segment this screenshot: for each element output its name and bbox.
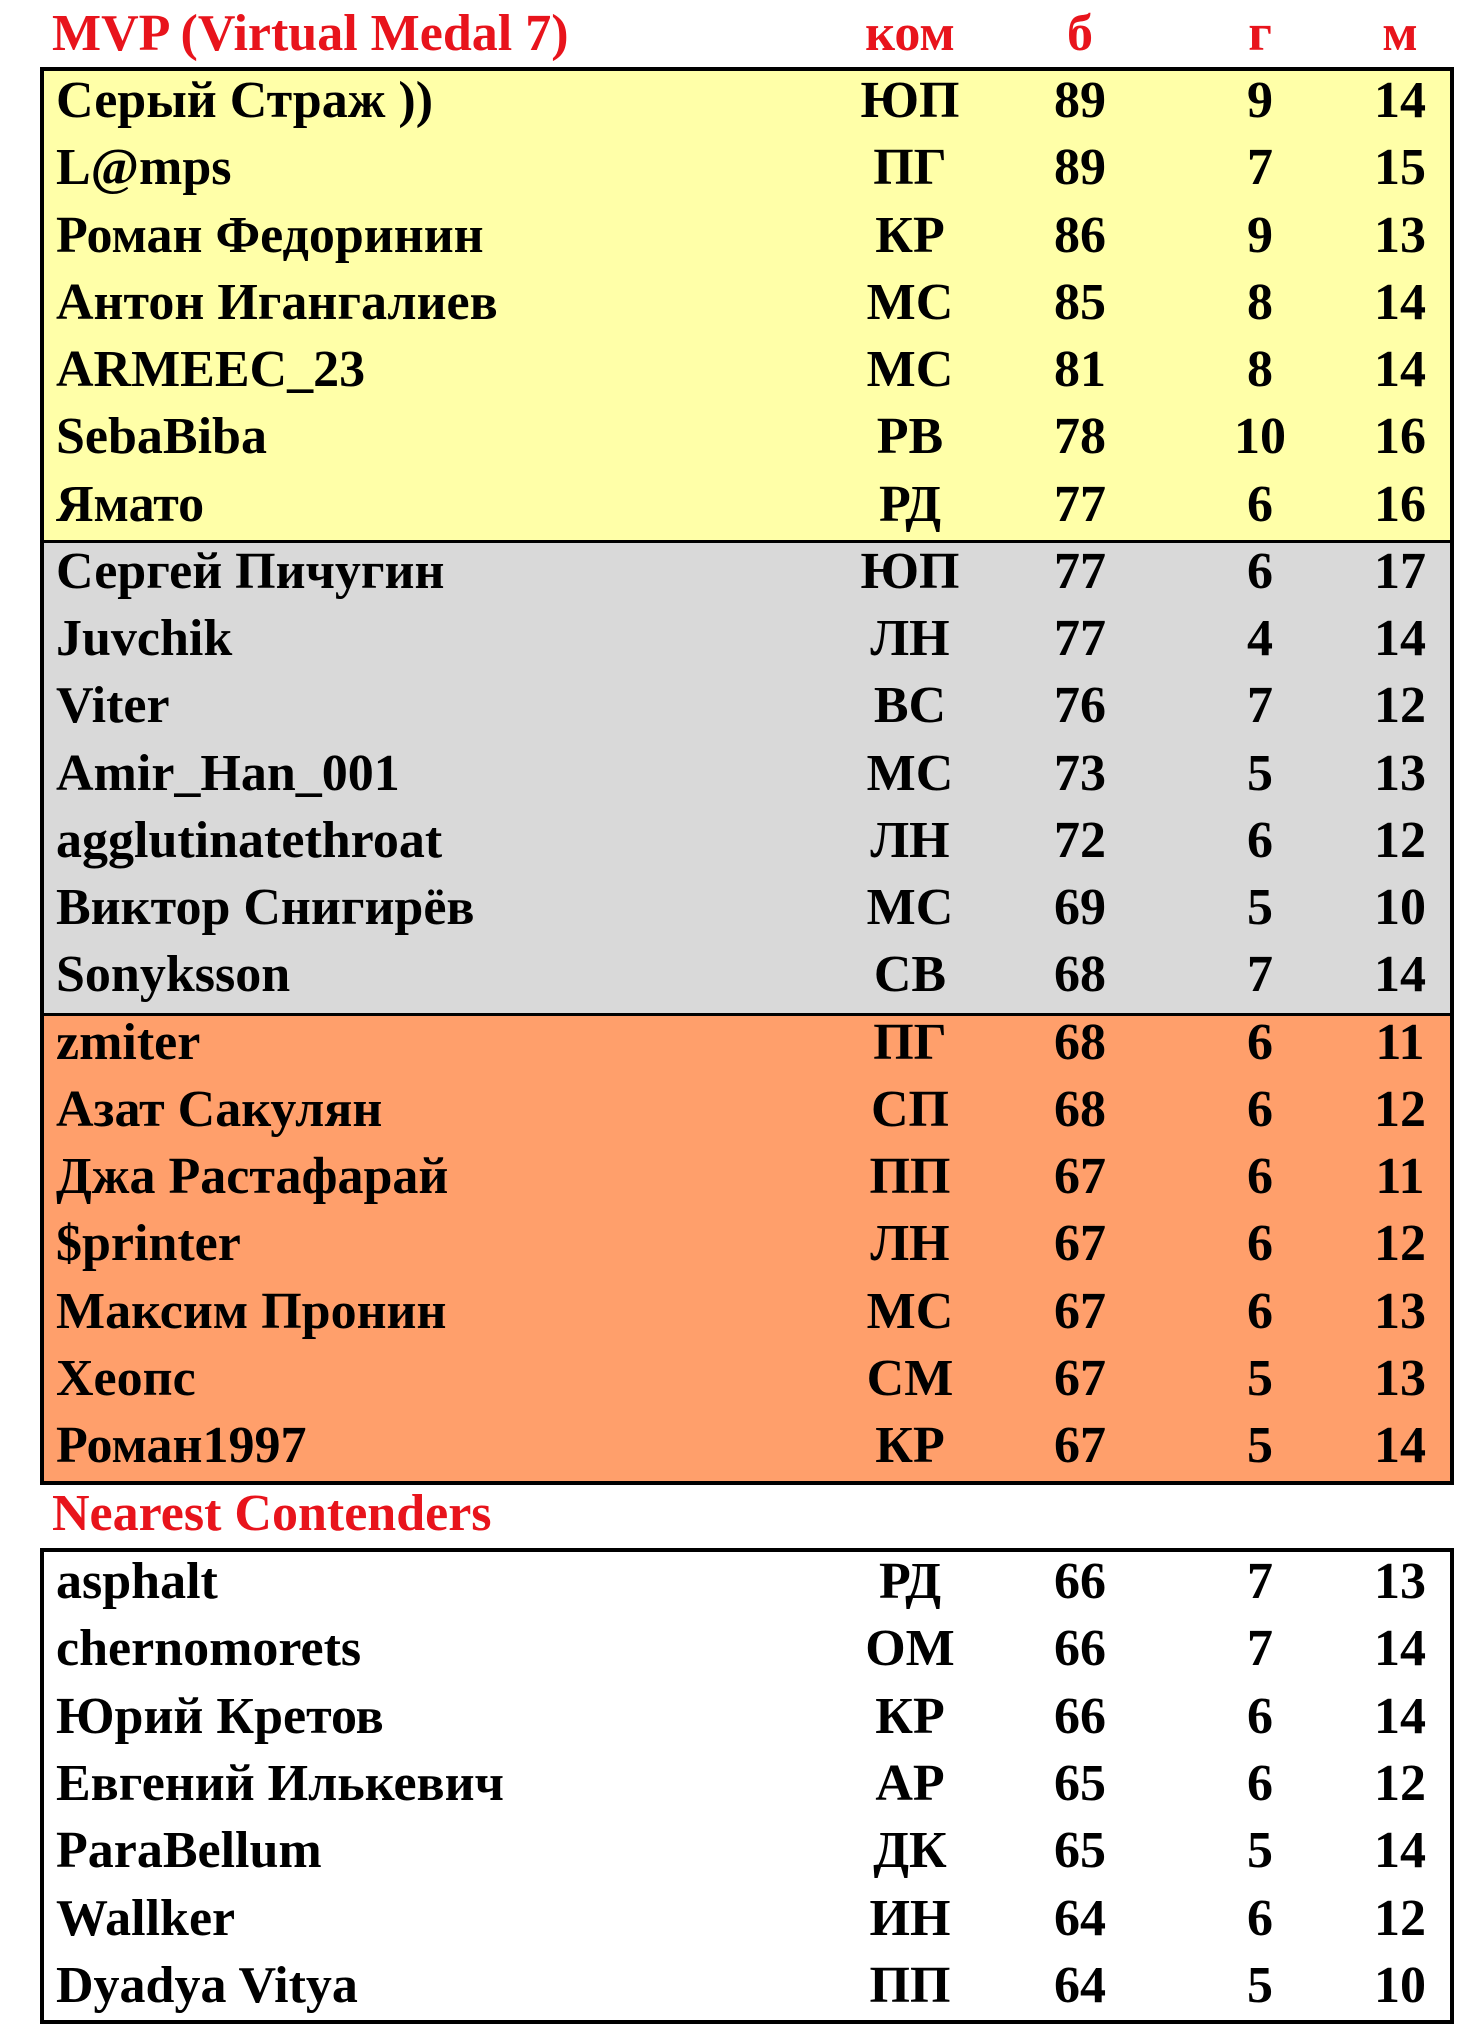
team-code: МС <box>866 341 954 398</box>
points-value: 68 <box>1054 1080 1106 1138</box>
table-row <box>0 67 1460 134</box>
matches-value: 14 <box>1374 610 1426 667</box>
goals-value: 9 <box>1247 72 1273 129</box>
goals-value: 8 <box>1247 341 1273 398</box>
goals-value: 6 <box>1247 1282 1273 1340</box>
matches-value: 14 <box>1374 1822 1426 1880</box>
matches-value: 13 <box>1374 206 1426 264</box>
team-code: СВ <box>873 946 947 1004</box>
player-name: Сергей Пичугин <box>56 542 445 600</box>
player-name: ARMEEC_23 <box>56 341 366 398</box>
points-value: 78 <box>1054 408 1106 466</box>
team-code: РД <box>879 1553 941 1610</box>
table-row <box>0 1345 1460 1412</box>
points-value: 67 <box>1054 1282 1106 1340</box>
goals-value: 7 <box>1247 139 1273 197</box>
matches-value: 14 <box>1374 72 1426 129</box>
team-code: ПП <box>869 1148 951 1205</box>
team-code: МС <box>866 1282 954 1340</box>
goals-value: 5 <box>1247 879 1273 936</box>
player-name: Ямато <box>56 475 205 533</box>
player-name: Juvchik <box>56 610 233 667</box>
player-name: Азат Сакулян <box>56 1080 383 1138</box>
table-row <box>0 740 1460 807</box>
matches-value: 13 <box>1374 1553 1426 1610</box>
table-row <box>0 1412 1460 1479</box>
points-value: 65 <box>1054 1754 1106 1812</box>
matches-value: 14 <box>1374 273 1426 331</box>
player-name: Viter <box>56 677 170 735</box>
matches-value: 11 <box>1375 1013 1425 1071</box>
table-row <box>0 538 1460 605</box>
goals-value: 6 <box>1247 542 1273 600</box>
contenders-title: Nearest Contenders <box>52 1485 492 1542</box>
table-row <box>0 1548 1460 1615</box>
team-code: ЛН <box>870 1215 950 1273</box>
points-value: 66 <box>1054 1553 1106 1610</box>
team-code: ИН <box>869 1889 951 1947</box>
player-name: Юрий Кретов <box>56 1687 384 1745</box>
points-value: 67 <box>1054 1215 1106 1273</box>
points-value: 77 <box>1054 610 1106 667</box>
points-value: 86 <box>1054 206 1106 264</box>
table-row <box>0 1278 1460 1345</box>
table-row <box>0 941 1460 1008</box>
matches-value: 10 <box>1374 879 1426 936</box>
player-name: Виктор Снигирёв <box>56 879 475 936</box>
table-row <box>0 1076 1460 1143</box>
matches-value: 10 <box>1374 1956 1426 2014</box>
page-title: MVP (Virtual Medal 7) <box>52 5 569 62</box>
header-row <box>0 0 1460 67</box>
table-row <box>0 336 1460 403</box>
goals-value: 6 <box>1247 1889 1273 1947</box>
goals-value: 6 <box>1247 1013 1273 1071</box>
goals-value: 6 <box>1247 1080 1273 1138</box>
team-code: РВ <box>876 408 944 466</box>
contenders-header-row <box>0 1480 1460 1547</box>
matches-value: 14 <box>1374 1687 1426 1745</box>
matches-value: 12 <box>1374 1215 1426 1273</box>
player-name: chernomorets <box>56 1620 362 1678</box>
table-row <box>0 1210 1460 1277</box>
team-code: ЮП <box>860 72 960 129</box>
matches-value: 15 <box>1374 139 1426 197</box>
matches-value: 13 <box>1374 1349 1426 1407</box>
team-code: ОМ <box>865 1620 955 1678</box>
goals-value: 10 <box>1234 408 1286 466</box>
points-value: 66 <box>1054 1687 1106 1745</box>
team-code: МС <box>866 744 954 802</box>
player-name: Антон Игангалиев <box>56 273 498 331</box>
table-row <box>0 1143 1460 1210</box>
points-value: 73 <box>1054 744 1106 802</box>
player-name: SebaBiba <box>56 408 267 466</box>
matches-value: 13 <box>1374 744 1426 802</box>
matches-value: 12 <box>1374 811 1426 869</box>
matches-value: 14 <box>1374 1620 1426 1678</box>
team-code: ВС <box>873 677 947 735</box>
player-name: $printer <box>56 1215 241 1273</box>
matches-value: 11 <box>1375 1148 1425 1205</box>
team-code: КР <box>875 206 945 264</box>
player-name: Хеопс <box>56 1349 196 1407</box>
points-value: 69 <box>1054 879 1106 936</box>
points-value: 77 <box>1054 542 1106 600</box>
points-value: 64 <box>1054 1889 1106 1947</box>
team-code: МС <box>866 273 954 331</box>
table-row <box>0 807 1460 874</box>
player-name: zmiter <box>56 1013 201 1071</box>
col-header-m: м <box>1382 5 1418 62</box>
player-name: Роман1997 <box>56 1417 307 1474</box>
team-code: РД <box>879 475 941 533</box>
table-row <box>0 605 1460 672</box>
table-row <box>0 202 1460 269</box>
team-code: КР <box>875 1687 945 1745</box>
player-name: asphalt <box>56 1553 218 1610</box>
team-code: ПП <box>869 1956 951 2014</box>
points-value: 67 <box>1054 1349 1106 1407</box>
player-name: L@mps <box>56 139 232 197</box>
player-name: Роман Федоринин <box>56 206 484 264</box>
matches-value: 12 <box>1374 677 1426 735</box>
team-code: СМ <box>866 1349 954 1407</box>
team-code: КР <box>875 1417 945 1474</box>
goals-value: 7 <box>1247 1620 1273 1678</box>
table-row <box>0 1952 1460 2019</box>
player-name: Серый Страж )) <box>56 72 434 129</box>
table-row <box>0 403 1460 470</box>
player-name: agglutinatethroat <box>56 811 443 869</box>
team-code: ЛН <box>870 811 950 869</box>
goals-value: 5 <box>1247 1822 1273 1880</box>
table-row <box>0 134 1460 201</box>
player-name: Евгений Илькевич <box>56 1754 504 1812</box>
col-header-team: ком <box>865 5 955 62</box>
player-name: Wallker <box>56 1889 236 1947</box>
player-name: Sonyksson <box>56 946 291 1004</box>
points-value: 77 <box>1054 475 1106 533</box>
goals-value: 5 <box>1247 1417 1273 1474</box>
team-code: СП <box>871 1080 949 1138</box>
goals-value: 9 <box>1247 206 1273 264</box>
goals-value: 6 <box>1247 1148 1273 1205</box>
col-header-g: г <box>1248 5 1272 62</box>
matches-value: 13 <box>1374 1282 1426 1340</box>
matches-value: 12 <box>1374 1889 1426 1947</box>
goals-value: 6 <box>1247 1215 1273 1273</box>
player-name: Dyadya Vitya <box>56 1956 358 2014</box>
goals-value: 6 <box>1247 1754 1273 1812</box>
goals-value: 7 <box>1247 677 1273 735</box>
table-row <box>0 471 1460 538</box>
col-header-b: б <box>1067 5 1093 62</box>
matches-value: 17 <box>1374 542 1426 600</box>
table-row <box>0 1683 1460 1750</box>
points-value: 68 <box>1054 946 1106 1004</box>
goals-value: 8 <box>1247 273 1273 331</box>
matches-value: 14 <box>1374 946 1426 1004</box>
points-value: 67 <box>1054 1417 1106 1474</box>
points-value: 81 <box>1054 341 1106 398</box>
matches-value: 16 <box>1374 408 1426 466</box>
points-value: 66 <box>1054 1620 1106 1678</box>
team-code: ПГ <box>873 139 947 197</box>
team-code: ЮП <box>860 542 960 600</box>
goals-value: 6 <box>1247 1687 1273 1745</box>
points-value: 65 <box>1054 1822 1106 1880</box>
points-value: 64 <box>1054 1956 1106 2014</box>
points-value: 68 <box>1054 1013 1106 1071</box>
points-value: 89 <box>1054 139 1106 197</box>
player-name: Максим Пронин <box>56 1282 447 1340</box>
table-row <box>0 672 1460 739</box>
matches-value: 12 <box>1374 1754 1426 1812</box>
points-value: 85 <box>1054 273 1106 331</box>
points-value: 72 <box>1054 811 1106 869</box>
matches-value: 14 <box>1374 341 1426 398</box>
player-name: Amir_Han_001 <box>56 744 400 802</box>
table-row <box>0 1615 1460 1682</box>
team-code: АР <box>875 1754 945 1812</box>
table-row <box>0 1009 1460 1076</box>
team-code: МС <box>866 879 954 936</box>
matches-value: 14 <box>1374 1417 1426 1474</box>
goals-value: 5 <box>1247 1956 1273 2014</box>
goals-value: 6 <box>1247 475 1273 533</box>
goals-value: 7 <box>1247 946 1273 1004</box>
goals-value: 6 <box>1247 811 1273 869</box>
points-value: 67 <box>1054 1148 1106 1205</box>
table-row <box>0 1885 1460 1952</box>
table-row <box>0 1750 1460 1817</box>
table-row <box>0 874 1460 941</box>
goals-value: 5 <box>1247 744 1273 802</box>
team-code: ДК <box>873 1822 947 1880</box>
player-name: ParaBellum <box>56 1822 322 1880</box>
goals-value: 7 <box>1247 1553 1273 1610</box>
matches-value: 12 <box>1374 1080 1426 1138</box>
team-code: ПГ <box>873 1013 947 1071</box>
goals-value: 4 <box>1247 610 1273 667</box>
goals-value: 5 <box>1247 1349 1273 1407</box>
points-value: 89 <box>1054 72 1106 129</box>
team-code: ЛН <box>870 610 950 667</box>
table-row <box>0 269 1460 336</box>
table-row <box>0 1817 1460 1884</box>
player-name: Джа Растафарай <box>56 1148 449 1205</box>
points-value: 76 <box>1054 677 1106 735</box>
matches-value: 16 <box>1374 475 1426 533</box>
